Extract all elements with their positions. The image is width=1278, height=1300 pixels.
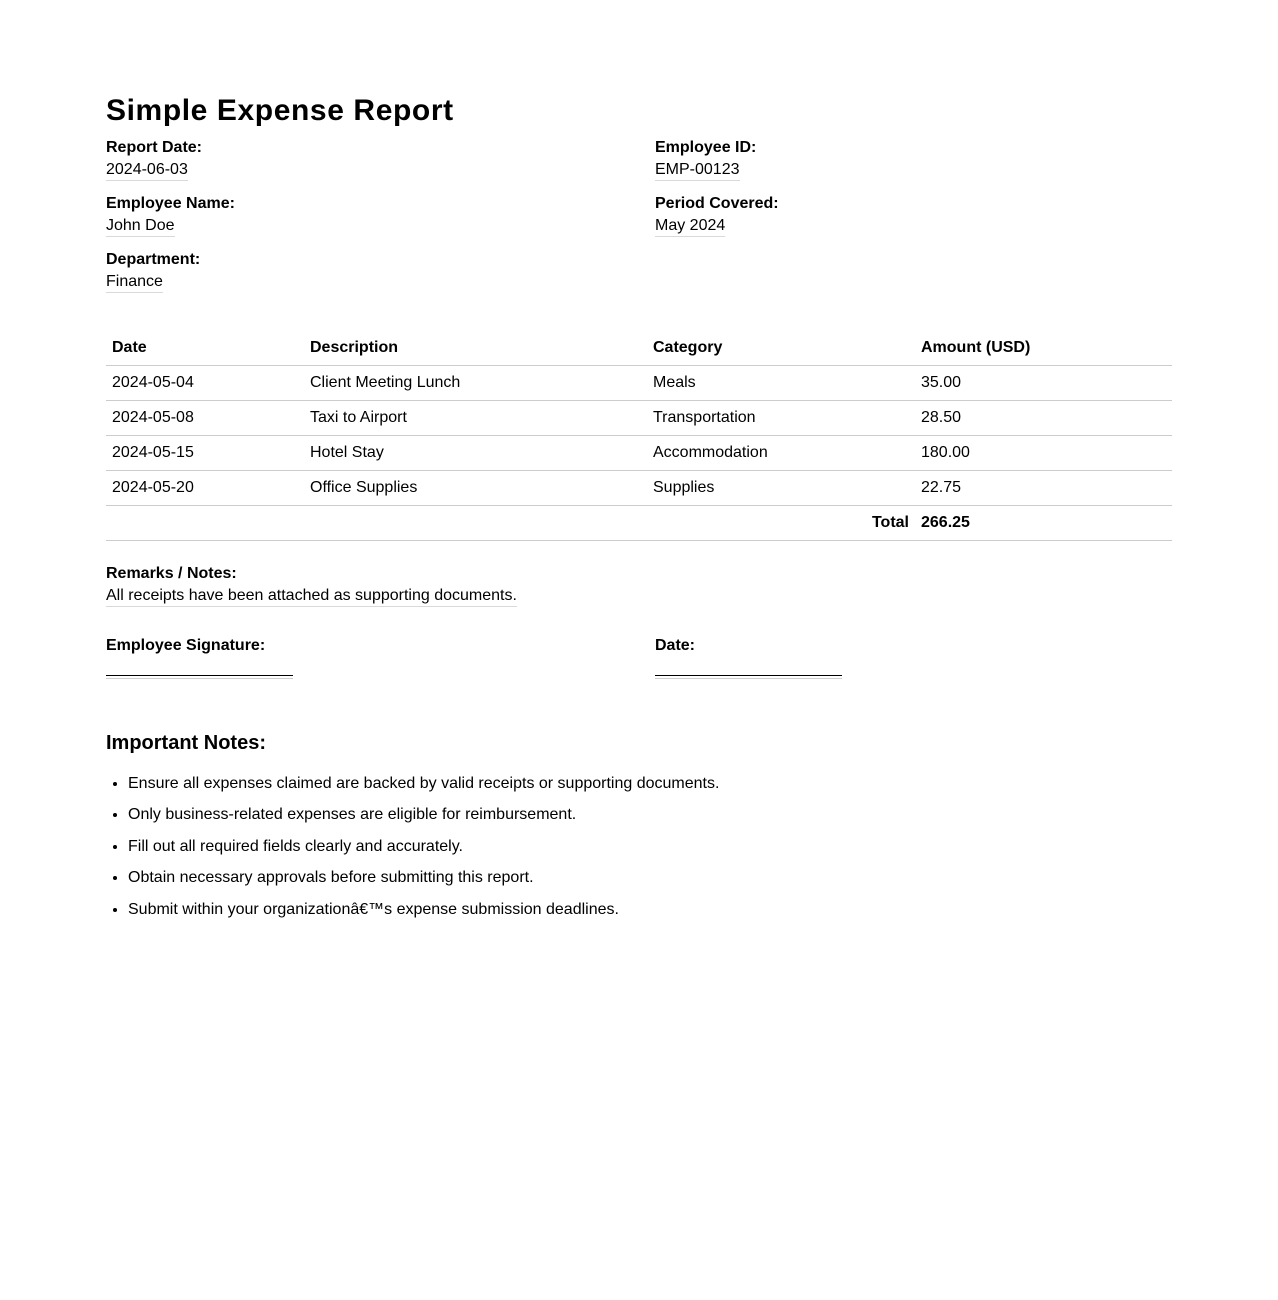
row-amount: 35.00: [915, 366, 1172, 401]
table-row: [106, 401, 1172, 436]
employee-name-value: John Doe: [106, 217, 175, 237]
remarks-field: [106, 565, 517, 607]
signature-date-line[interactable]: [655, 675, 842, 676]
row-description: Office Supplies: [304, 471, 647, 506]
row-category: Accommodation: [647, 436, 915, 471]
employee-id-field: [655, 139, 756, 181]
row-amount: 28.50: [915, 401, 1172, 436]
row-description: Taxi to Airport: [304, 401, 647, 436]
row-date: 2024-05-08: [106, 401, 304, 436]
row-amount: 22.75: [915, 471, 1172, 506]
expense-table: [106, 330, 1172, 541]
important-notes-heading: Important Notes:: [106, 732, 266, 754]
employee-id-value: EMP-00123: [655, 161, 740, 181]
important-notes-list: [106, 772, 719, 929]
period-covered-value: May 2024: [655, 217, 725, 237]
row-date: 2024-05-04: [106, 366, 304, 401]
row-date: 2024-05-20: [106, 471, 304, 506]
report-date-value: 2024-06-03: [106, 161, 188, 181]
signature-date-field: [655, 637, 695, 655]
page-title: Simple Expense Report: [106, 94, 454, 127]
employee-name-field: [106, 195, 235, 237]
row-category: Supplies: [647, 471, 915, 506]
signature-date-label: Date:: [655, 637, 696, 654]
list-item: • Fill out all required fields clearly and accurately.: [128, 835, 719, 866]
list-item: • Ensure all expenses claimed are backed by valid receipts or supporting documents.: [128, 772, 719, 803]
employee-signature-line[interactable]: [106, 675, 293, 676]
employee-id-label: Employee ID:: [655, 139, 757, 156]
row-amount: 180.00: [915, 436, 1172, 471]
list-item: • Obtain necessary approvals before submitting this report.: [128, 866, 719, 897]
employee-signature-field: [106, 637, 265, 655]
employee-name-label: Employee Name:: [106, 195, 235, 212]
column-header-category: Category: [647, 330, 915, 366]
total-value: 266.25: [915, 506, 1172, 541]
remarks-value: All receipts have been attached as supporting documents.: [106, 587, 517, 607]
signature-date-underline: [655, 678, 842, 679]
department-value: Finance: [106, 273, 163, 293]
period-covered-label: Period Covered:: [655, 195, 779, 212]
table-row: [106, 471, 1172, 506]
list-item: • Submit within your organizationâ€™s expense submission deadlines.: [128, 898, 719, 929]
column-header-amount: Amount (USD): [915, 330, 1172, 366]
column-header-date: Date: [106, 330, 304, 366]
row-date: 2024-05-15: [106, 436, 304, 471]
department-field: [106, 251, 200, 293]
row-category: Transportation: [647, 401, 915, 436]
total-label: Total: [106, 506, 915, 541]
column-header-description: Description: [304, 330, 647, 366]
department-label: Department:: [106, 251, 201, 268]
row-description: Client Meeting Lunch: [304, 366, 647, 401]
row-description: Hotel Stay: [304, 436, 647, 471]
list-item: • Only business-related expenses are eligible for reimbursement.: [128, 803, 719, 834]
employee-signature-underline: [106, 678, 293, 679]
table-total-row: [106, 506, 1172, 541]
report-date-field: [106, 139, 202, 181]
period-covered-field: [655, 195, 779, 237]
table-row: [106, 436, 1172, 471]
row-category: Meals: [647, 366, 915, 401]
remarks-label: Remarks / Notes:: [106, 565, 237, 582]
table-header-row: [106, 330, 1172, 366]
table-row: [106, 366, 1172, 401]
report-date-label: Report Date:: [106, 139, 203, 156]
employee-signature-label: Employee Signature:: [106, 637, 266, 654]
